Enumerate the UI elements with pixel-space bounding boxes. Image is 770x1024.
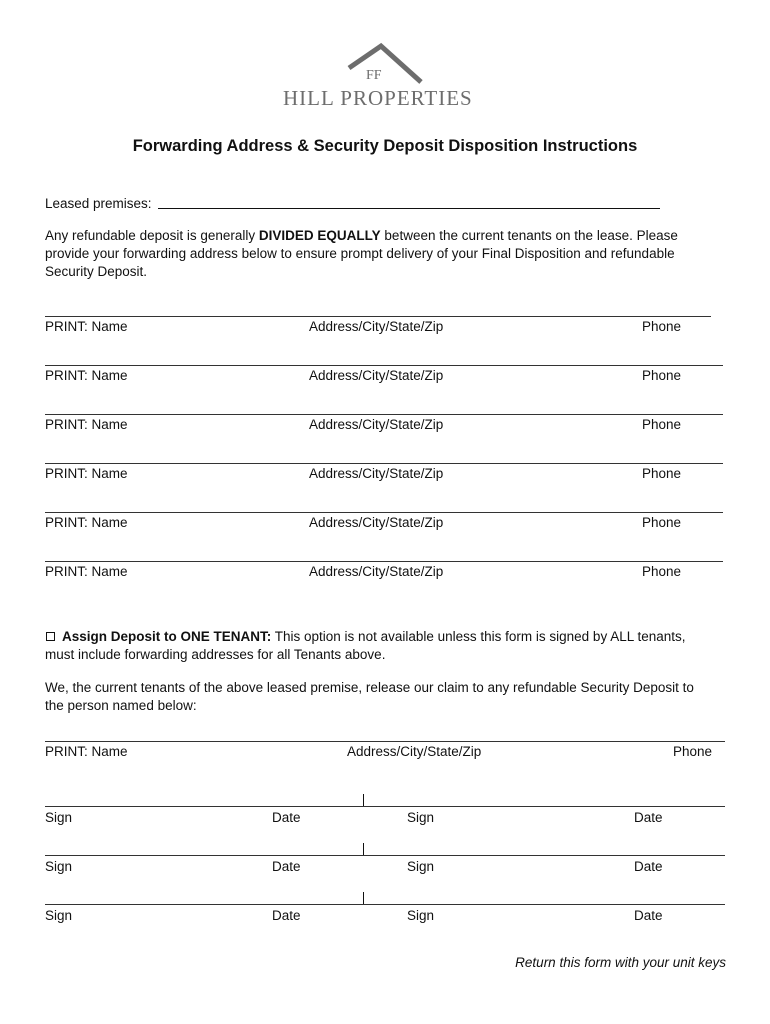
- assignee-address-label: Address/City/State/Zip: [347, 744, 482, 759]
- release-line-2: the person named below:: [45, 698, 197, 713]
- tenant-6-address-label: Address/City/State/Zip: [309, 564, 444, 579]
- company-logo-house-icon: [345, 42, 425, 86]
- tenant-line-6[interactable]: [45, 561, 723, 562]
- footer-note: Return this form with your unit keys: [515, 955, 726, 970]
- signature-2-sign-right: Sign: [407, 859, 435, 874]
- page-title: Forwarding Address & Security Deposit Disposition Instructions: [132, 137, 638, 155]
- intro-line-3: Security Deposit.: [45, 264, 148, 279]
- leased-premises-field[interactable]: [158, 208, 660, 209]
- tenant-line-3[interactable]: [45, 414, 723, 415]
- tenant-4-address-label: Address/City/State/Zip: [309, 466, 444, 481]
- tenant-5-phone-label: Phone: [642, 515, 682, 530]
- assign-option-line-2: must include forwarding addresses for all Tenants above.: [45, 647, 386, 662]
- tenant-line-2[interactable]: [45, 365, 723, 366]
- logo-mark: FF: [366, 68, 382, 83]
- assign-option-text: This option is not available unless this form is signed by ALL tenants,: [271, 629, 686, 644]
- signature-divider-1: [363, 794, 364, 806]
- tenant-6-name-label: PRINT: Name: [45, 564, 128, 579]
- tenant-3-name-label: PRINT: Name: [45, 417, 128, 432]
- tenant-2-name-label: PRINT: Name: [45, 368, 128, 383]
- signature-3-date-left: Date: [272, 908, 301, 923]
- signature-1-sign-left: Sign: [45, 810, 73, 825]
- tenant-2-phone-label: Phone: [642, 368, 682, 383]
- tenant-6-phone-label: Phone: [642, 564, 682, 579]
- tenant-3-address-label: Address/City/State/Zip: [309, 417, 444, 432]
- signature-line-2[interactable]: [45, 855, 725, 856]
- intro-line-2: provide your forwarding address below to ensure prompt delivery of your Final Disposition and refundable: [45, 246, 675, 261]
- tenant-line-4[interactable]: [45, 463, 723, 464]
- intro-text-start: Any refundable deposit is generally: [45, 228, 259, 243]
- assign-option-line-1: [62, 628, 742, 646]
- intro-bold: DIVIDED EQUALLY: [258, 228, 381, 243]
- signature-3-sign-left: Sign: [45, 908, 73, 923]
- signature-3-date-right: Date: [634, 908, 663, 923]
- signature-2-date-left: Date: [272, 859, 301, 874]
- assignee-name-label: PRINT: Name: [45, 744, 128, 759]
- tenant-1-address-label: Address/City/State/Zip: [309, 319, 444, 334]
- tenant-4-name-label: PRINT: Name: [45, 466, 128, 481]
- signature-2-sign-left: Sign: [45, 859, 73, 874]
- signature-line-1[interactable]: [45, 806, 725, 807]
- signature-divider-3: [363, 892, 364, 904]
- tenant-3-phone-label: Phone: [642, 417, 682, 432]
- signature-1-date-left: Date: [272, 810, 301, 825]
- assign-one-tenant-checkbox[interactable]: [46, 632, 55, 641]
- intro-paragraph: [45, 227, 735, 281]
- tenant-line-5[interactable]: [45, 512, 723, 513]
- assign-option-heading: Assign Deposit to ONE TENANT:: [62, 629, 272, 644]
- company-name: HILL PROPERTIES: [283, 86, 473, 110]
- release-line-1: We, the current tenants of the above leased premise, release our claim to any refundable Security Deposit to: [45, 680, 694, 695]
- assignee-line[interactable]: [45, 741, 725, 742]
- tenant-4-phone-label: Phone: [642, 466, 682, 481]
- signature-3-sign-right: Sign: [407, 908, 435, 923]
- signature-1-date-right: Date: [634, 810, 663, 825]
- intro-text-end: between the current tenants on the lease. Please: [380, 228, 678, 243]
- assignee-phone-label: Phone: [673, 744, 713, 759]
- tenant-1-phone-label: Phone: [642, 319, 682, 334]
- tenant-line-1[interactable]: [45, 316, 711, 317]
- tenant-1-name-label: PRINT: Name: [45, 319, 128, 334]
- signature-divider-2: [363, 843, 364, 855]
- signature-1-sign-right: Sign: [407, 810, 435, 825]
- signature-2-date-right: Date: [634, 859, 663, 874]
- leased-premises-label: Leased premises:: [45, 196, 152, 211]
- tenant-2-address-label: Address/City/State/Zip: [309, 368, 444, 383]
- signature-line-3[interactable]: [45, 904, 725, 905]
- tenant-5-name-label: PRINT: Name: [45, 515, 128, 530]
- tenant-5-address-label: Address/City/State/Zip: [309, 515, 444, 530]
